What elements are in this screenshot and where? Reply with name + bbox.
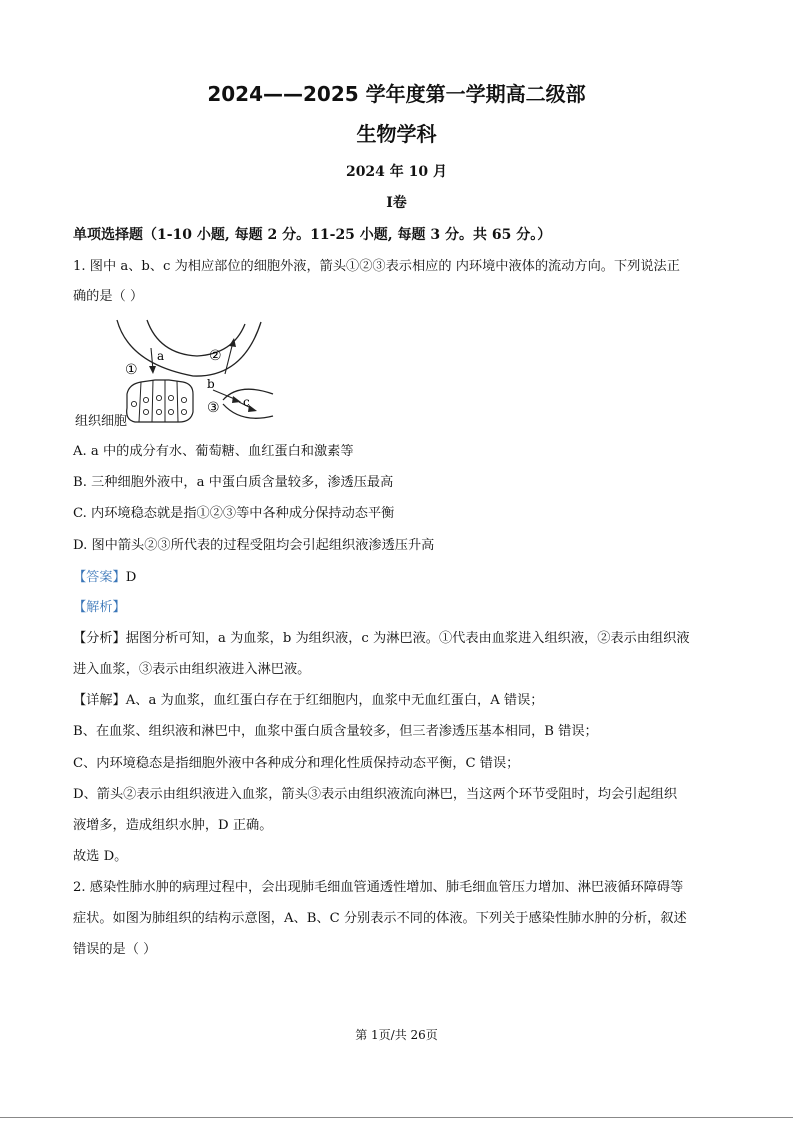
bottom-divider (0, 1117, 793, 1118)
explain-d2: 液增多，造成组织水肿，D 正确。 (73, 818, 273, 833)
q2-line2: 症状。如图为肺组织的结构示意图，A、B、C 分别表示不同的体液。下列关于感染性肺水肿的分析，叙述 (73, 911, 687, 926)
conclusion: 故选 D。 (73, 849, 128, 864)
xiangjie-tag: 【详解】 (73, 693, 126, 708)
section-heading: 单项选择题（1-10 小题, 每题 2 分。11-25 小题, 每题 3 分。共 65 分。） (73, 227, 552, 243)
label-a: a (157, 349, 165, 363)
xiangjie-line1 (73, 692, 723, 710)
q2-line1: 2. 感染性肺水肿的病理过程中，会出现肺毛细血管通透性增加、肺毛细血管压力增加、淋巴液循环障碍等 (73, 880, 684, 895)
exam-date: 2024 年 10 月 (345, 164, 448, 180)
fenxi-line2: 进入血浆，③表示由组织液进入淋巴液。 (73, 662, 311, 677)
fenxi-tag: 【分析】 (73, 631, 126, 646)
analysis-tag: 【解析】 (73, 600, 126, 615)
option-c: C. 内环境稳态就是指①②③等中各种成分保持动态平衡 (73, 506, 395, 521)
explain-c: C、内环境稳态是指细胞外液中各种成分和理化性质保持动态平衡，C 错误； (73, 756, 520, 771)
answer-line (73, 569, 723, 587)
fenxi-line1 (73, 630, 723, 648)
capillary-outer-wall (117, 320, 261, 376)
q1-stem-line1: 1. 图中 a、b、c 为相应部位的细胞外液，箭头①②③表示相应的 内环境中液体的流动方向。下列说法正 (73, 259, 680, 274)
volume-label: Ⅰ卷 (386, 195, 407, 211)
option-b: B. 三种细胞外液中，a 中蛋白质含量较多，渗透压最高 (73, 475, 394, 490)
explain-d1: D、箭头②表示由组织液进入血浆，箭头③表示由组织液流向淋巴，当这两个环节受阻时，均会引起组织 (73, 787, 678, 802)
label-arrow1: ① (125, 362, 138, 378)
option-d: D. 图中箭头②③所代表的过程受阻均会引起组织液渗透压升高 (73, 538, 435, 553)
xiangjie-text1: A、a 为血浆，血红蛋白存在于红细胞内，血浆中无血红蛋白，A 错误； (125, 693, 544, 708)
q1-stem-line2: 确的是（ ） (73, 289, 144, 304)
answer-value: D (125, 570, 137, 585)
answer-tag: 【答案】 (73, 570, 126, 585)
explain-b: B、在血浆、组织液和淋巴中，血浆中蛋白质含量较多，但三者渗透压基本相同，B 错误； (73, 724, 598, 739)
exam-title: 2024——2025 学年度第一学期高二级部 (207, 82, 586, 106)
label-b: b (207, 377, 215, 391)
label-arrow3: ③ (207, 400, 220, 416)
q2-line3: 错误的是（ ） (73, 942, 157, 957)
fenxi-text1: 据图分析可知，a 为血浆，b 为组织液，c 为淋巴液。①代表由血浆进入组织液，②表示由组织液 (125, 631, 690, 646)
tissue-cells (127, 380, 193, 422)
label-c: c (243, 395, 250, 409)
label-arrow2: ② (209, 348, 222, 364)
option-a: A. a 中的成分有水、葡萄糖、血红蛋白和激素等 (73, 444, 354, 459)
analysis-heading (73, 599, 723, 617)
page-indicator: 第 1页/共 26页 (355, 1028, 438, 1042)
arrow1-head (149, 366, 156, 374)
subject-title: 生物学科 (356, 122, 437, 146)
figure-caption: 组织细胞 (75, 414, 128, 429)
